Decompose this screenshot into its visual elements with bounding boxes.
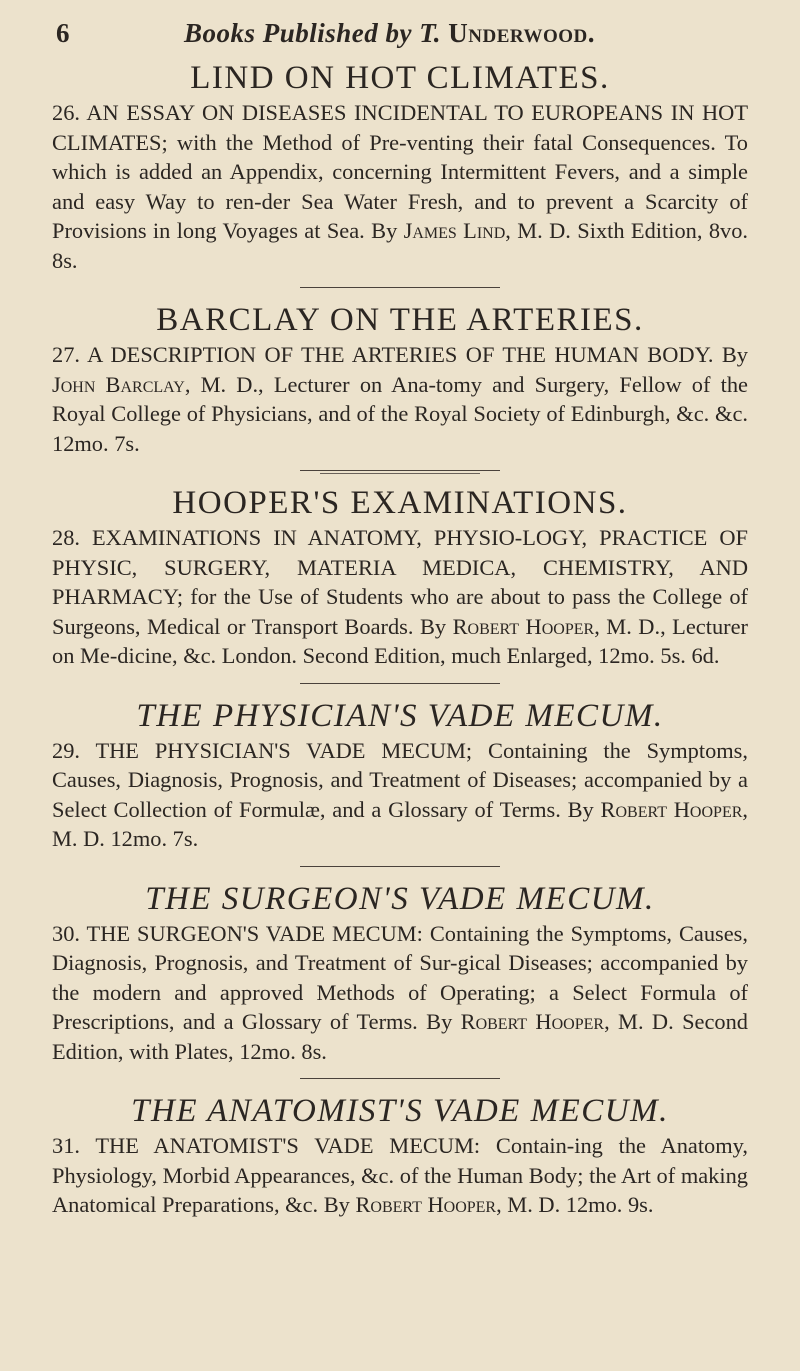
- entry-text: 27. A DESCRIPTION OF THE ARTERIES OF THE HUMAN BODY. By: [52, 342, 748, 367]
- entry-text: 28. EXAMINATIONS IN ANATOMY, PHYSIO-LOGY, PRACTICE OF PHYSIC, SURGERY, MATERIA MEDICA, CHEMISTRY, AND PHARMACY; for the Use of Students who are about to pass the College of Surgeons, Medical or Transport Boards. By: [52, 525, 748, 639]
- catalogue-entry: [52, 1091, 748, 1220]
- catalogue-entry: [52, 696, 748, 854]
- running-head: [52, 18, 748, 58]
- section-rule: [300, 287, 500, 288]
- entry-text: 30. THE SURGEON'S VADE MECUM: Containing the Symptoms, Causes, Diagnosis, Prognosis, and Treatment of Sur-gical Diseases; accompanied by the modern and approved Methods of Operating; a Select Formula of Prescriptions, and a Glossary of Terms. By: [52, 920, 748, 1034]
- entry-text: 31. THE ANATOMIST'S VADE MECUM: Contain-ing the Anatomy, Physiology, Morbid Appearances, &c. of the Human Body; the Art of making Anatomical Preparations, &c. By: [52, 1133, 748, 1217]
- entry-tail: , M. D. Sixth Edition, 8vo. 8s.: [52, 218, 749, 273]
- entry-description: [52, 919, 748, 1067]
- entry-tail: , M. D. 12mo. 9s.: [496, 1192, 654, 1217]
- catalogue-entry: [52, 879, 748, 1067]
- entry-author: Robert Hooper: [600, 796, 743, 822]
- entry-description: [52, 1131, 748, 1220]
- entry-author: Robert Hooper: [355, 1192, 497, 1217]
- catalogue-entry: [52, 300, 748, 458]
- entry-text: 26. AN ESSAY ON DISEASES INCIDENTAL TO EUROPEANS IN HOT CLIMATES; with the Method of Pre-venting their fatal Consequences. To which is added an Appendix, concerning Intermittent Fevers, and a simple and easy Way to ren-der Sea Water Fresh, and to prevent a Scarcity of Provisions in long Voyages at Sea. By: [52, 100, 748, 243]
- catalogue-entry: [52, 483, 748, 671]
- publisher-line: [184, 18, 595, 49]
- entry-description: [52, 98, 748, 275]
- entry-tail: , M. D. 12mo. 7s.: [52, 796, 748, 851]
- entry-tail: , M. D., Lecturer on Me-dicine, &c. London. Second Edition, much Enlarged, 12mo. 5s. 6d.: [52, 613, 749, 668]
- section-rule: [300, 470, 500, 471]
- entry-heading: THE SURGEON'S VADE MECUM.: [145, 880, 655, 917]
- section-rule: [300, 1078, 500, 1079]
- entry-heading: BARCLAY ON THE ARTERIES.: [156, 302, 644, 338]
- entry-tail: , M. D. Second Edition, with Plates, 12mo. 8s.: [52, 1009, 748, 1064]
- entry-author: Robert Hooper: [460, 1009, 605, 1034]
- publisher-name: Underwood.: [448, 18, 595, 48]
- section-rule: [300, 683, 500, 684]
- entry-text: 29. THE PHYSICIAN'S VADE MECUM; Containing the Symptoms, Causes, Diagnosis, Prognosis, and Treatment of Diseases; accompanied by a Select Collection of Formulæ, and a Glossary of Terms. By: [52, 737, 748, 822]
- entry-heading: HOOPER'S EXAMINATIONS.: [172, 485, 628, 521]
- entry-description: [52, 523, 748, 671]
- entry-author: John Barclay: [52, 371, 185, 397]
- page-number: 6: [56, 18, 70, 48]
- entry-author: James Lind: [403, 218, 506, 243]
- entry-author: Robert Hooper: [452, 613, 595, 639]
- catalogue-entry: [52, 58, 748, 275]
- section-rule: [300, 866, 500, 867]
- entry-heading: THE ANATOMIST'S VADE MECUM.: [131, 1093, 669, 1129]
- entry-description: [52, 340, 748, 458]
- entry-heading: THE PHYSICIAN'S VADE MECUM.: [136, 697, 664, 734]
- entry-heading: LIND ON HOT CLIMATES.: [190, 60, 610, 96]
- publisher-prefix: Books Published by T.: [184, 18, 449, 48]
- entry-description: [52, 736, 748, 854]
- entry-tail: , M. D., Lecturer on Ana-tomy and Surgery, Fellow of the Royal College of Physicians, and of the Royal Society of Edinburgh, &c. &c. 12mo. 7s.: [52, 371, 748, 456]
